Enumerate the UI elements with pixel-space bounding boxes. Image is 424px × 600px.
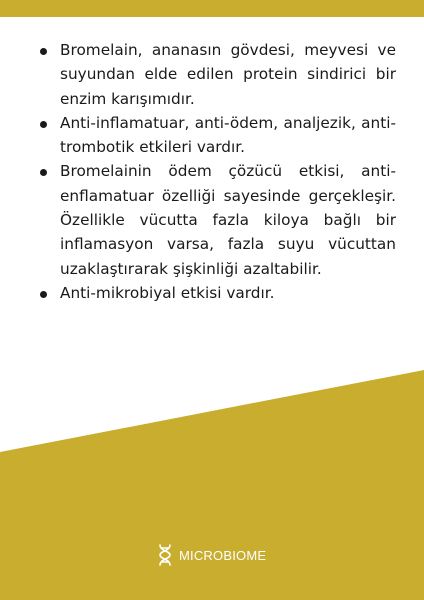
bullet-dot-icon	[40, 291, 47, 298]
list-item-text: Anti-inflamatuar, anti-ödem, analjezik, anti-trombotik etkileri vardır.	[60, 113, 396, 157]
list-item-text: Anti-mikrobiyal etkisi vardır.	[60, 283, 275, 302]
bullet-dot-icon	[40, 121, 47, 128]
top-accent-bar	[0, 0, 424, 17]
brand-name: MICROBIOME	[179, 547, 267, 563]
dna-helix-icon	[155, 543, 175, 567]
bullet-dot-icon	[40, 169, 47, 176]
list-item	[38, 281, 396, 305]
bullet-list	[38, 38, 396, 305]
bullet-dot-icon	[40, 48, 47, 55]
brand-logo	[155, 543, 266, 567]
list-item-text: Bromelain, ananasın gövdesi, meyvesi ve suyundan elde edilen protein sindirici bir enzim karışımıdır.	[60, 41, 396, 108]
list-item	[38, 111, 396, 160]
list-item-text: Bromelainin ödem çözücü etkisi, anti-enflamatuar özelliği sayesinde gerçekleşir. Özellikle vücutta fazla kiloya bağlı bir inflamasyon varsa, fazla suyu vücuttan uzaklaştırarak şişkinliği azaltabilir.	[60, 162, 396, 278]
list-item	[38, 159, 396, 280]
list-item	[38, 38, 396, 111]
